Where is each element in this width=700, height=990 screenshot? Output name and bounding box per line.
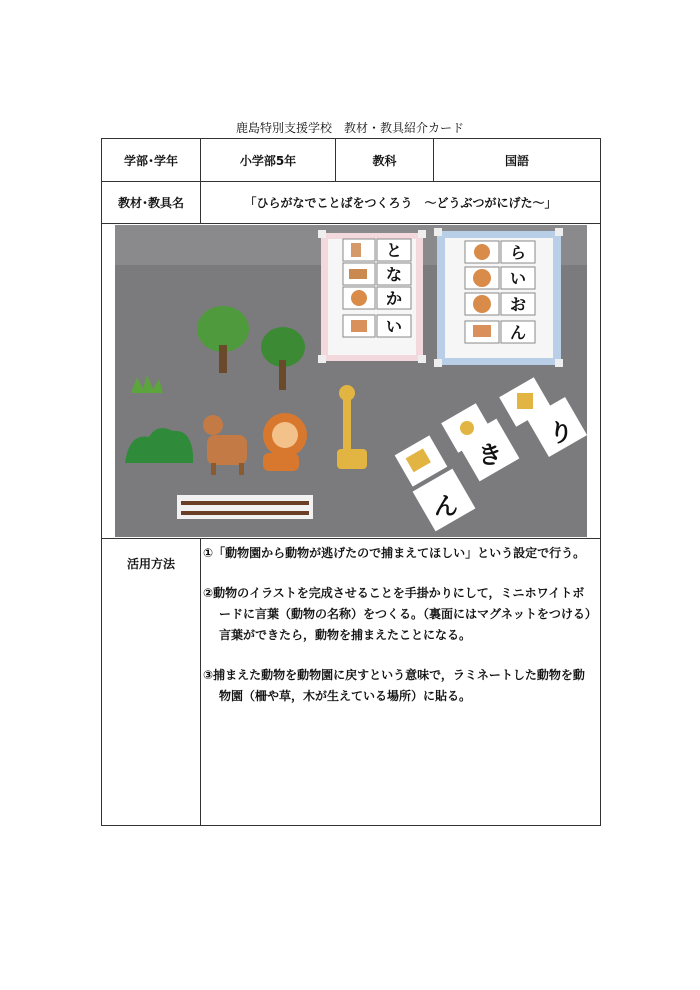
grade-value: 小学部5年 (201, 139, 336, 182)
fence-cutout (177, 495, 313, 519)
material-value: 「ひらがなでことばをつくろう ～どうぶつがにげた～」 (201, 182, 601, 224)
tile-char: ら (509, 243, 527, 262)
usage-step-2: ②動物のイラストを完成させることを手掛かりにして，ミニホワイトボードに言葉（動物の名称）をつくる。（裏面にはマグネットをつける）言葉ができたら，動物を捕まえたことになる。 (203, 586, 591, 642)
loose-card-char: り (549, 419, 573, 447)
usage-body (201, 539, 601, 826)
loose-card-char: ん (434, 492, 458, 520)
tile-char: と (385, 241, 403, 260)
material-card-table (101, 138, 601, 826)
photo-cell (102, 224, 601, 539)
subject-label: 教科 (336, 139, 434, 182)
tile-char: お (509, 295, 527, 314)
grade-label: 学部･学年 (102, 139, 201, 182)
tile-char: な (385, 265, 403, 284)
tile-char: い (385, 317, 403, 336)
tile-char: ん (509, 323, 527, 342)
usage-step-1: ①「動物園から動物が逃げたので捕まえてほしい」という設定で行う。 (203, 546, 586, 560)
document-title: 鹿島特別支援学校 教材・教具紹介カード (235, 121, 464, 135)
material-label: 教材･教具名 (102, 182, 201, 224)
usage-step-3: ③捕まえた動物を動物園に戻すという意味で，ラミネートした動物を動物園（柵や草，木が生えている場所）に貼る。 (203, 668, 585, 703)
tiles-left (343, 239, 411, 337)
subject-value: 国語 (434, 139, 601, 182)
tile-char: い (509, 269, 527, 288)
materials-photo (115, 225, 587, 537)
tile-char: か (385, 289, 403, 308)
loose-card-char: き (478, 441, 502, 469)
usage-label: 活用方法 (102, 539, 201, 826)
